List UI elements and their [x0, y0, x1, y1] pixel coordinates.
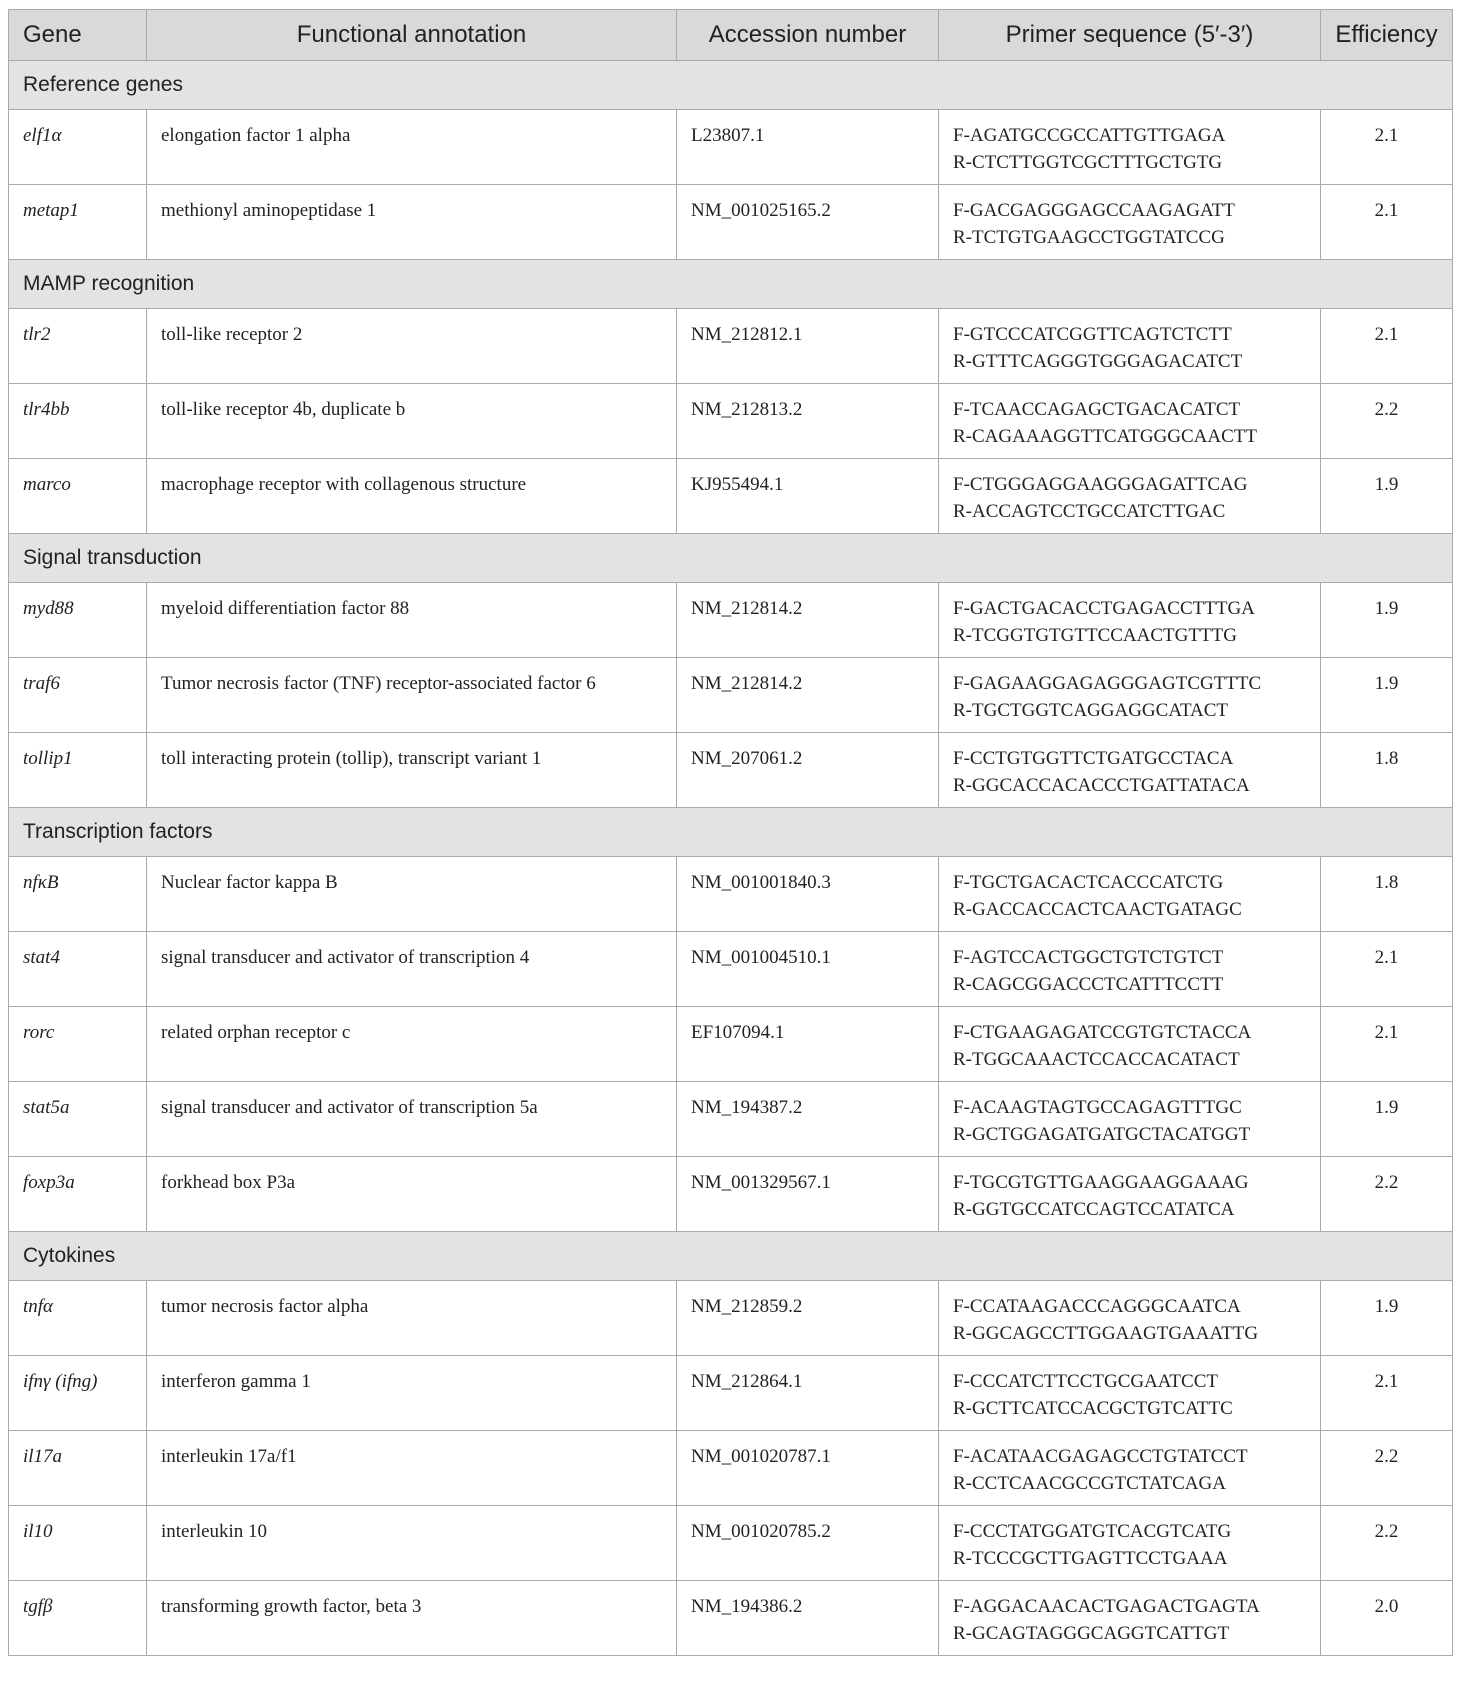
table-row [9, 1082, 1453, 1157]
table-row [9, 1281, 1453, 1356]
gene-cell: tgfβ [9, 1581, 147, 1656]
annotation-cell: Nuclear factor kappa B [147, 857, 677, 932]
primer-cell [939, 459, 1321, 534]
forward-primer: F-CTGAAGAGATCCGTGTCTACCA [953, 1022, 1252, 1043]
gene-cell: il10 [9, 1506, 147, 1581]
header-accession: Accession number [677, 10, 939, 61]
section-row [9, 1232, 1453, 1281]
accession-cell: EF107094.1 [677, 1007, 939, 1082]
efficiency-cell: 1.8 [1321, 857, 1453, 932]
gene-cell: stat5a [9, 1082, 147, 1157]
reverse-primer: R-CCTCAACGCCGTCTATCAGA [953, 1473, 1226, 1494]
gene-cell: elf1α [9, 110, 147, 185]
reverse-primer: R-CAGCGGACCCTCATTTCCTT [953, 974, 1224, 995]
efficiency-cell: 1.8 [1321, 733, 1453, 808]
efficiency-cell: 1.9 [1321, 459, 1453, 534]
table-body [9, 61, 1453, 1656]
forward-primer: F-CCATAAGACCCAGGGCAATCA [953, 1296, 1241, 1317]
annotation-cell: signal transducer and activator of transcription 5a [147, 1082, 677, 1157]
annotation-cell: interferon gamma 1 [147, 1356, 677, 1431]
primer-table [8, 9, 1453, 1656]
primer-cell [939, 384, 1321, 459]
section-title: Signal transduction [9, 534, 1453, 583]
accession-cell: NM_212864.1 [677, 1356, 939, 1431]
table-row [9, 185, 1453, 260]
annotation-cell: signal transducer and activator of transcription 4 [147, 932, 677, 1007]
section-title: Cytokines [9, 1232, 1453, 1281]
gene-cell: il17a [9, 1431, 147, 1506]
table-row [9, 110, 1453, 185]
annotation-cell: interleukin 17a/f1 [147, 1431, 677, 1506]
gene-cell: stat4 [9, 932, 147, 1007]
efficiency-cell: 2.2 [1321, 1431, 1453, 1506]
primer-cell [939, 1007, 1321, 1082]
section-title: Reference genes [9, 61, 1453, 110]
efficiency-cell: 2.2 [1321, 384, 1453, 459]
annotation-cell: transforming growth factor, beta 3 [147, 1581, 677, 1656]
gene-cell: marco [9, 459, 147, 534]
table-row [9, 932, 1453, 1007]
annotation-cell: forkhead box P3a [147, 1157, 677, 1232]
table-row [9, 658, 1453, 733]
reverse-primer: R-GCAGTAGGGCAGGTCATTGT [953, 1623, 1230, 1644]
gene-cell: nfκB [9, 857, 147, 932]
reverse-primer: R-GCTGGAGATGATGCTACATGGT [953, 1124, 1251, 1145]
reverse-primer: R-CAGAAAGGTTCATGGGCAACTT [953, 426, 1257, 447]
primer-cell [939, 1356, 1321, 1431]
table-header [9, 10, 1453, 61]
primer-cell [939, 1581, 1321, 1656]
forward-primer: F-AGGACAACACTGAGACTGAGTA [953, 1596, 1260, 1617]
forward-primer: F-TGCGTGTTGAAGGAAGGAAAG [953, 1172, 1249, 1193]
accession-cell: NM_194387.2 [677, 1082, 939, 1157]
efficiency-cell: 1.9 [1321, 1082, 1453, 1157]
forward-primer: F-GTCCCATCGGTTCAGTCTCTT [953, 324, 1232, 345]
efficiency-cell: 2.1 [1321, 1007, 1453, 1082]
section-row [9, 534, 1453, 583]
table-row [9, 733, 1453, 808]
accession-cell: NM_194386.2 [677, 1581, 939, 1656]
primer-cell [939, 185, 1321, 260]
annotation-cell: toll interacting protein (tollip), transcript variant 1 [147, 733, 677, 808]
accession-cell: L23807.1 [677, 110, 939, 185]
section-row [9, 260, 1453, 309]
table-row [9, 1356, 1453, 1431]
forward-primer: F-TGCTGACACTCACCCATCTG [953, 872, 1224, 893]
efficiency-cell: 2.0 [1321, 1581, 1453, 1656]
table-row [9, 1581, 1453, 1656]
reverse-primer: R-TCTGTGAAGCCTGGTATCCG [953, 227, 1225, 248]
reverse-primer: R-TCCCGCTTGAGTTCCTGAAA [953, 1548, 1228, 1569]
efficiency-cell: 2.2 [1321, 1506, 1453, 1581]
reverse-primer: R-ACCAGTCCTGCCATCTTGAC [953, 501, 1226, 522]
efficiency-cell: 2.1 [1321, 932, 1453, 1007]
header-annotation: Functional annotation [147, 10, 677, 61]
accession-cell: NM_001004510.1 [677, 932, 939, 1007]
primer-cell [939, 1431, 1321, 1506]
reverse-primer: R-TGGCAAACTCCACCACATACT [953, 1049, 1240, 1070]
reverse-primer: R-TGCTGGTCAGGAGGCATACT [953, 700, 1229, 721]
reverse-primer: R-TCGGTGTGTTCCAACTGTTTG [953, 625, 1237, 646]
accession-cell: NM_212812.1 [677, 309, 939, 384]
reverse-primer: R-GGTGCCATCCAGTCCATATCA [953, 1199, 1235, 1220]
annotation-cell: methionyl aminopeptidase 1 [147, 185, 677, 260]
efficiency-cell: 1.9 [1321, 658, 1453, 733]
table-row [9, 857, 1453, 932]
section-row [9, 808, 1453, 857]
accession-cell: NM_212814.2 [677, 658, 939, 733]
annotation-cell: Tumor necrosis factor (TNF) receptor-associated factor 6 [147, 658, 677, 733]
primer-cell [939, 733, 1321, 808]
efficiency-cell: 2.1 [1321, 185, 1453, 260]
forward-primer: F-GAGAAGGAGAGGGAGTCGTTTC [953, 673, 1262, 694]
header-primer: Primer sequence (5′-3′) [939, 10, 1321, 61]
header-efficiency: Efficiency [1321, 10, 1453, 61]
table-row [9, 1431, 1453, 1506]
accession-cell: NM_001020785.2 [677, 1506, 939, 1581]
header-gene: Gene [9, 10, 147, 61]
forward-primer: F-AGTCCACTGGCTGTCTGTCT [953, 947, 1224, 968]
table-row [9, 583, 1453, 658]
reverse-primer: R-CTCTTGGTCGCTTTGCTGTG [953, 152, 1223, 173]
gene-cell: tollip1 [9, 733, 147, 808]
reverse-primer: R-GTTTCAGGGTGGGAGACATCT [953, 351, 1243, 372]
forward-primer: F-TCAACCAGAGCTGACACATCT [953, 399, 1241, 420]
forward-primer: F-CCCTATGGATGTCACGTCATG [953, 1521, 1232, 1542]
efficiency-cell: 1.9 [1321, 583, 1453, 658]
section-row [9, 61, 1453, 110]
efficiency-cell: 2.1 [1321, 1356, 1453, 1431]
gene-cell: ifnγ (ifng) [9, 1356, 147, 1431]
accession-cell: NM_212813.2 [677, 384, 939, 459]
primer-cell [939, 583, 1321, 658]
gene-cell: tnfα [9, 1281, 147, 1356]
forward-primer: F-CCTGTGGTTCTGATGCCTACA [953, 748, 1234, 769]
table-row [9, 309, 1453, 384]
forward-primer: F-AGATGCCGCCATTGTTGAGA [953, 125, 1226, 146]
gene-cell: foxp3a [9, 1157, 147, 1232]
efficiency-cell: 1.9 [1321, 1281, 1453, 1356]
primer-cell [939, 1082, 1321, 1157]
annotation-cell: tumor necrosis factor alpha [147, 1281, 677, 1356]
forward-primer: F-GACGAGGGAGCCAAGAGATT [953, 200, 1235, 221]
primer-cell [939, 309, 1321, 384]
forward-primer: F-ACAAGTAGTGCCAGAGTTTGC [953, 1097, 1242, 1118]
table-row [9, 1007, 1453, 1082]
reverse-primer: R-GACCACCACTCAACTGATAGC [953, 899, 1242, 920]
accession-cell: NM_001025165.2 [677, 185, 939, 260]
table-row [9, 1506, 1453, 1581]
efficiency-cell: 2.2 [1321, 1157, 1453, 1232]
accession-cell: NM_001329567.1 [677, 1157, 939, 1232]
accession-cell: NM_207061.2 [677, 733, 939, 808]
annotation-cell: myeloid differentiation factor 88 [147, 583, 677, 658]
forward-primer: F-GACTGACACCTGAGACCTTTGA [953, 598, 1255, 619]
accession-cell: KJ955494.1 [677, 459, 939, 534]
section-title: MAMP recognition [9, 260, 1453, 309]
gene-cell: myd88 [9, 583, 147, 658]
accession-cell: NM_001020787.1 [677, 1431, 939, 1506]
gene-cell: metap1 [9, 185, 147, 260]
accession-cell: NM_001001840.3 [677, 857, 939, 932]
efficiency-cell: 2.1 [1321, 110, 1453, 185]
forward-primer: F-CCCATCTTCCTGCGAATCCT [953, 1371, 1218, 1392]
accession-cell: NM_212814.2 [677, 583, 939, 658]
annotation-cell: elongation factor 1 alpha [147, 110, 677, 185]
reverse-primer: R-GCTTCATCCACGCTGTCATTC [953, 1398, 1233, 1419]
gene-cell: tlr4bb [9, 384, 147, 459]
accession-cell: NM_212859.2 [677, 1281, 939, 1356]
primer-cell [939, 1281, 1321, 1356]
table-row [9, 1157, 1453, 1232]
primer-cell [939, 658, 1321, 733]
table-row [9, 459, 1453, 534]
reverse-primer: R-GGCACCACACCCTGATTATACA [953, 775, 1250, 796]
forward-primer: F-ACATAACGAGAGCCTGTATCCT [953, 1446, 1248, 1467]
primer-cell [939, 1506, 1321, 1581]
table-row [9, 384, 1453, 459]
primer-cell [939, 932, 1321, 1007]
annotation-cell: toll-like receptor 2 [147, 309, 677, 384]
primer-cell [939, 857, 1321, 932]
reverse-primer: R-GGCAGCCTTGGAAGTGAAATTG [953, 1323, 1259, 1344]
annotation-cell: interleukin 10 [147, 1506, 677, 1581]
efficiency-cell: 2.1 [1321, 309, 1453, 384]
primer-cell [939, 1157, 1321, 1232]
primer-cell [939, 110, 1321, 185]
annotation-cell: related orphan receptor c [147, 1007, 677, 1082]
gene-cell: rorc [9, 1007, 147, 1082]
annotation-cell: macrophage receptor with collagenous structure [147, 459, 677, 534]
forward-primer: F-CTGGGAGGAAGGGAGATTCAG [953, 474, 1248, 495]
section-title: Transcription factors [9, 808, 1453, 857]
gene-cell: tlr2 [9, 309, 147, 384]
gene-cell: traf6 [9, 658, 147, 733]
annotation-cell: toll-like receptor 4b, duplicate b [147, 384, 677, 459]
